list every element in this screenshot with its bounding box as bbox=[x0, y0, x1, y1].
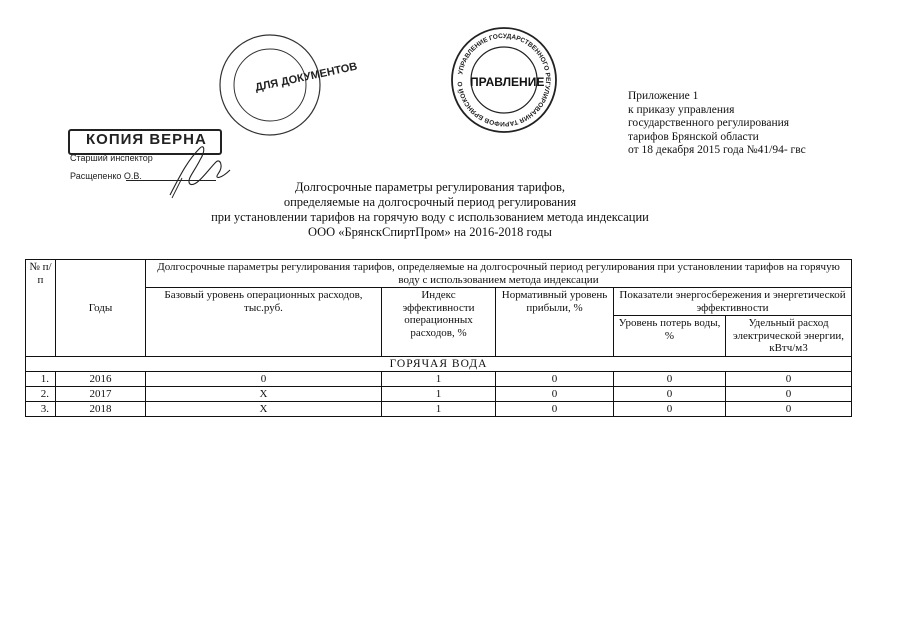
row-profit: 0 bbox=[496, 402, 614, 417]
appendix-line-1: Приложение 1 bbox=[628, 90, 699, 102]
copy-stamp-position: Старший инспектор bbox=[70, 153, 153, 163]
table-row bbox=[26, 372, 852, 387]
copy-stamp-title: КОПИЯ ВЕРНА bbox=[86, 131, 207, 148]
parameters-table bbox=[25, 259, 852, 417]
row-base: 0 bbox=[146, 372, 382, 387]
row-base: Х bbox=[146, 387, 382, 402]
row-elec: 0 bbox=[726, 387, 852, 402]
title-line-4: ООО «БрянскСпиртПром» на 2016-2018 годы bbox=[308, 225, 552, 239]
header-base-level: Базовый уровень операционных расходов, тыс.руб. bbox=[146, 288, 382, 357]
round-stamp-1-text: ДЛЯ ДОКУМЕНТОВ bbox=[254, 60, 359, 94]
table-row bbox=[26, 402, 852, 417]
document-title bbox=[140, 180, 720, 240]
header-group: Долгосрочные параметры регулирования тарифов, определяемые на долгосрочный период регулирования при установлении тарифов на горячую воду с использованием метода индексации bbox=[146, 260, 852, 288]
table-header-row-2 bbox=[26, 288, 852, 316]
row-loss: 0 bbox=[614, 402, 726, 417]
header-energy-group: Показатели энергосбережения и энергетической эффективности bbox=[614, 288, 852, 316]
header-years: Годы bbox=[56, 260, 146, 357]
row-index: 1 bbox=[382, 387, 496, 402]
row-year: 2017 bbox=[56, 387, 146, 402]
svg-text:ПРАВЛЕНИЕ bbox=[470, 75, 544, 89]
appendix-line-4: тарифов Брянской области bbox=[628, 130, 759, 143]
round-stamp-2-text: ПРАВЛЕНИЕ bbox=[470, 75, 545, 89]
row-year: 2016 bbox=[56, 372, 146, 387]
row-elec: 0 bbox=[726, 372, 852, 387]
appendix-block bbox=[628, 90, 898, 158]
table-section-row bbox=[26, 356, 852, 372]
table-row bbox=[26, 387, 852, 402]
row-base: Х bbox=[146, 402, 382, 417]
copy-stamp-name: Расщепенко О.В. bbox=[70, 171, 142, 181]
row-elec: 0 bbox=[726, 402, 852, 417]
row-loss: 0 bbox=[614, 372, 726, 387]
header-profit-level: Нормативный уровень прибыли, % bbox=[496, 288, 614, 357]
row-profit: 0 bbox=[496, 387, 614, 402]
row-index: 1 bbox=[382, 402, 496, 417]
appendix-line-5: от 18 декабря 2015 года №41/94- гвс bbox=[628, 144, 806, 156]
round-stamp-pravlenie bbox=[445, 19, 560, 136]
row-index: 1 bbox=[382, 372, 496, 387]
title-line-2: определяемые на долгосрочный период регулирования bbox=[283, 195, 577, 209]
header-water-loss: Уровень потерь воды, % bbox=[614, 316, 726, 357]
row-year: 2018 bbox=[56, 402, 146, 417]
header-num: № п/п bbox=[26, 260, 56, 357]
round-stamp-2-ring-text: УПРАВЛЕНИЕ ГОСУДАРСТВЕННОГО РЕГУЛИРОВАНИЯ ТАРИФОВ БРЯНСКОЙ ОБЛАСТИ bbox=[445, 19, 552, 128]
title-line-1: Долгосрочные параметры регулирования тарифов, bbox=[295, 180, 565, 194]
row-num: 3. bbox=[26, 402, 56, 417]
table-header-row-1 bbox=[26, 260, 852, 288]
appendix-line-2: к приказу управления bbox=[628, 103, 735, 116]
header-electricity: Удельный расход электрической энергии, кВтч/м3 bbox=[726, 316, 852, 357]
section-hot-water: ГОРЯЧАЯ ВОДА bbox=[26, 356, 852, 372]
row-num: 1. bbox=[26, 372, 56, 387]
appendix-line-3: государственного регулирования bbox=[628, 117, 790, 129]
row-num: 2. bbox=[26, 387, 56, 402]
row-profit: 0 bbox=[496, 372, 614, 387]
row-loss: 0 bbox=[614, 387, 726, 402]
title-line-3: при установлении тарифов на горячую воду с использованием метода индексации bbox=[211, 210, 649, 224]
round-stamp-documents bbox=[215, 30, 359, 140]
header-efficiency-index: Индекс эффективности операционных расходов, % bbox=[382, 288, 496, 357]
